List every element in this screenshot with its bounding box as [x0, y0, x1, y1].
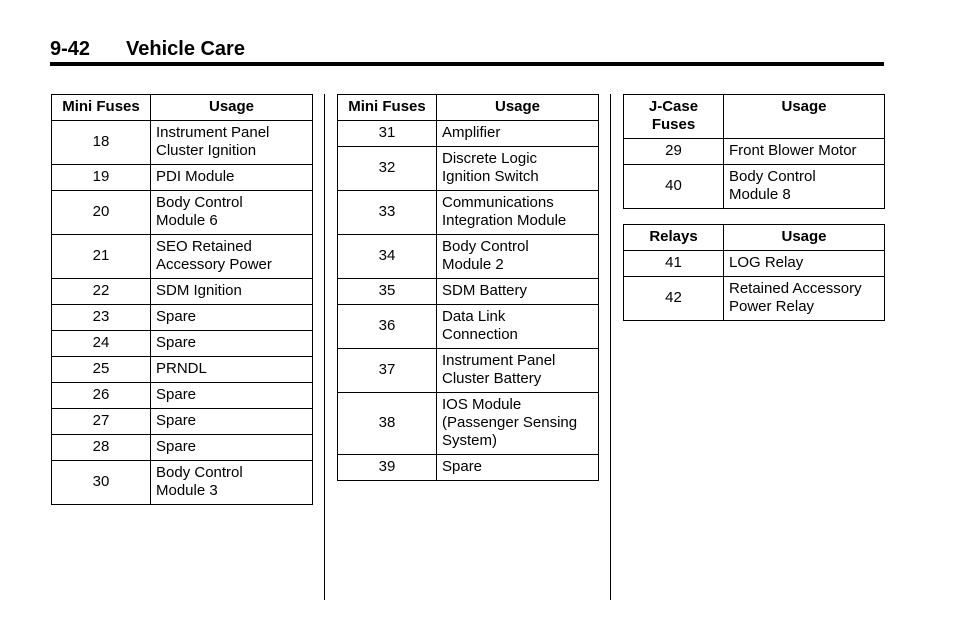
- fuse-number: 39: [338, 455, 437, 481]
- fuse-number: 19: [52, 165, 151, 191]
- fuse-number: 29: [624, 139, 724, 165]
- table-header-row: [624, 225, 885, 251]
- fuse-header: Mini Fuses: [52, 95, 151, 121]
- page-number: 9-42: [50, 38, 91, 60]
- mini-fuses-table-1: [51, 94, 313, 505]
- usage-header: Usage: [724, 225, 885, 251]
- fuse-number: 36: [338, 305, 437, 349]
- table-row: [52, 121, 313, 165]
- table-header-row: [338, 95, 599, 121]
- fuse-usage: Data Link Connection: [437, 305, 599, 349]
- fuse-usage: Spare: [151, 383, 313, 409]
- mini-fuses-table-2: [337, 94, 599, 481]
- table-row: [338, 235, 599, 279]
- usage-header: Usage: [151, 95, 313, 121]
- fuse-number: 23: [52, 305, 151, 331]
- header-rule: [50, 62, 884, 66]
- table-row: [338, 121, 599, 147]
- table-row: [624, 277, 885, 321]
- usage-header: Usage: [724, 95, 885, 139]
- fuse-number: 21: [52, 235, 151, 279]
- table-row: [52, 235, 313, 279]
- fuse-usage: Retained Accessory Power Relay: [724, 277, 885, 321]
- fuse-number: 28: [52, 435, 151, 461]
- fuse-usage: PRNDL: [151, 357, 313, 383]
- fuse-usage: Amplifier: [437, 121, 599, 147]
- fuse-usage: SDM Ignition: [151, 279, 313, 305]
- relays-table: [623, 224, 885, 321]
- table-header-row: [52, 95, 313, 121]
- table-row: [338, 191, 599, 235]
- fuse-number: 27: [52, 409, 151, 435]
- fuse-usage: Front Blower Motor: [724, 139, 885, 165]
- fuse-usage: Discrete Logic Ignition Switch: [437, 147, 599, 191]
- page-header: [50, 38, 245, 61]
- table-row: [624, 165, 885, 209]
- table-row: [52, 383, 313, 409]
- fuse-number: 30: [52, 461, 151, 505]
- fuse-usage: Instrument Panel Cluster Ignition: [151, 121, 313, 165]
- table-row: [624, 139, 885, 165]
- column-divider: [610, 94, 611, 600]
- fuse-number: 40: [624, 165, 724, 209]
- fuse-number: 41: [624, 251, 724, 277]
- fuse-number: 20: [52, 191, 151, 235]
- fuse-number: 32: [338, 147, 437, 191]
- table-row: [338, 279, 599, 305]
- fuse-number: 18: [52, 121, 151, 165]
- table-row: [338, 147, 599, 191]
- fuse-number: 26: [52, 383, 151, 409]
- table-row: [338, 393, 599, 455]
- fuse-number: 31: [338, 121, 437, 147]
- fuse-usage: IOS Module (Passenger Sensing System): [437, 393, 599, 455]
- fuse-usage: Body Control Module 3: [151, 461, 313, 505]
- table-row: [52, 409, 313, 435]
- fuse-usage: SEO Retained Accessory Power: [151, 235, 313, 279]
- table-row: [52, 305, 313, 331]
- table-row: [52, 461, 313, 505]
- fuse-number: 24: [52, 331, 151, 357]
- fuse-number: 34: [338, 235, 437, 279]
- fuse-usage: Body Control Module 8: [724, 165, 885, 209]
- section-title: Vehicle Care: [126, 38, 245, 60]
- fuse-number: 33: [338, 191, 437, 235]
- table-row: [338, 455, 599, 481]
- table-row: [52, 435, 313, 461]
- fuse-usage: Spare: [151, 435, 313, 461]
- fuse-header: Relays: [624, 225, 724, 251]
- fuse-header: Mini Fuses: [338, 95, 437, 121]
- fuse-usage: Spare: [151, 331, 313, 357]
- fuse-usage: Spare: [151, 409, 313, 435]
- fuse-number: 22: [52, 279, 151, 305]
- fuse-usage: Communications Integration Module: [437, 191, 599, 235]
- fuse-usage: Spare: [151, 305, 313, 331]
- fuse-number: 35: [338, 279, 437, 305]
- fuse-usage: Body Control Module 2: [437, 235, 599, 279]
- fuse-number: 38: [338, 393, 437, 455]
- fuse-usage: PDI Module: [151, 165, 313, 191]
- table-row: [338, 349, 599, 393]
- table-row: [338, 305, 599, 349]
- table-row: [52, 191, 313, 235]
- j-case-fuses-table: [623, 94, 885, 209]
- fuse-number: 42: [624, 277, 724, 321]
- fuse-usage: SDM Battery: [437, 279, 599, 305]
- fuse-usage: Body Control Module 6: [151, 191, 313, 235]
- table-row: [52, 165, 313, 191]
- fuse-header: J-Case Fuses: [624, 95, 724, 139]
- fuse-number: 37: [338, 349, 437, 393]
- table-row: [624, 251, 885, 277]
- table-row: [52, 279, 313, 305]
- usage-header: Usage: [437, 95, 599, 121]
- column-divider: [324, 94, 325, 600]
- fuse-usage: Spare: [437, 455, 599, 481]
- table-row: [52, 357, 313, 383]
- fuse-usage: Instrument Panel Cluster Battery: [437, 349, 599, 393]
- table-header-row: [624, 95, 885, 139]
- table-row: [52, 331, 313, 357]
- fuse-number: 25: [52, 357, 151, 383]
- fuse-usage: LOG Relay: [724, 251, 885, 277]
